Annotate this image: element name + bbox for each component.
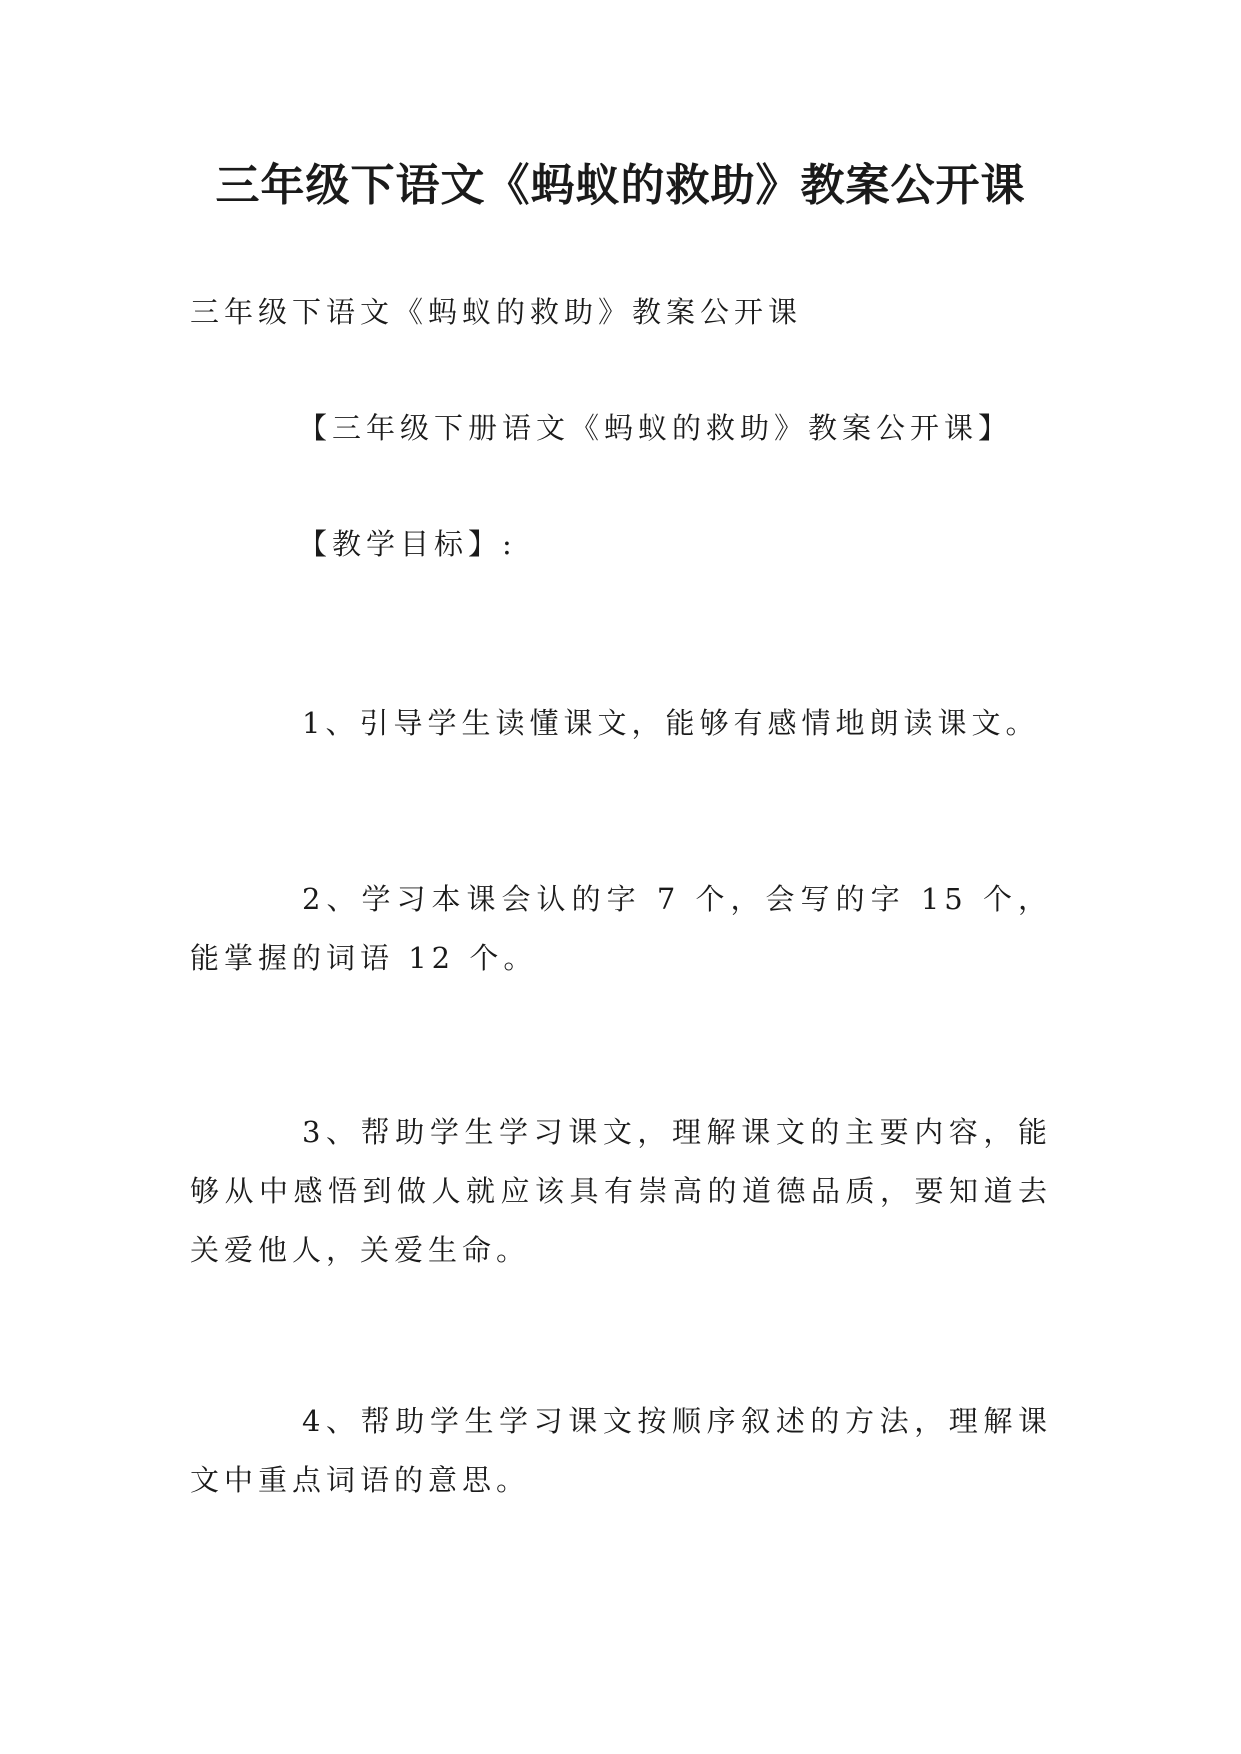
- objective-item-4: 4、帮助学生学习课文按顺序叙述的方法，理解课文中重点词语的意思。: [190, 1404, 1052, 1497]
- document-title: 三年级下语文《蚂蚁的救助》教案公开课: [215, 160, 1026, 211]
- bracket-heading: 【三年级下册语文《蚂蚁的救助》教案公开课】: [298, 411, 1013, 445]
- objective-item-3: 3、帮助学生学习课文，理解课文的主要内容，能够从中感悟到做人就应该具有崇高的道德品质，要知道去关爱他人，关爱生命。: [190, 1115, 1052, 1267]
- objective-item-1: 1、引导学生读懂课文，能够有感情地朗读课文。: [302, 706, 1040, 740]
- objective-item-2: 2、学习本课会认的字 7 个，会写的字 15 个，能掌握的词语 12 个。: [190, 882, 1052, 975]
- subtitle-line: 三年级下语文《蚂蚁的救助》教案公开课: [190, 295, 803, 329]
- section-heading-teaching-goals: 【教学目标】:: [298, 527, 517, 561]
